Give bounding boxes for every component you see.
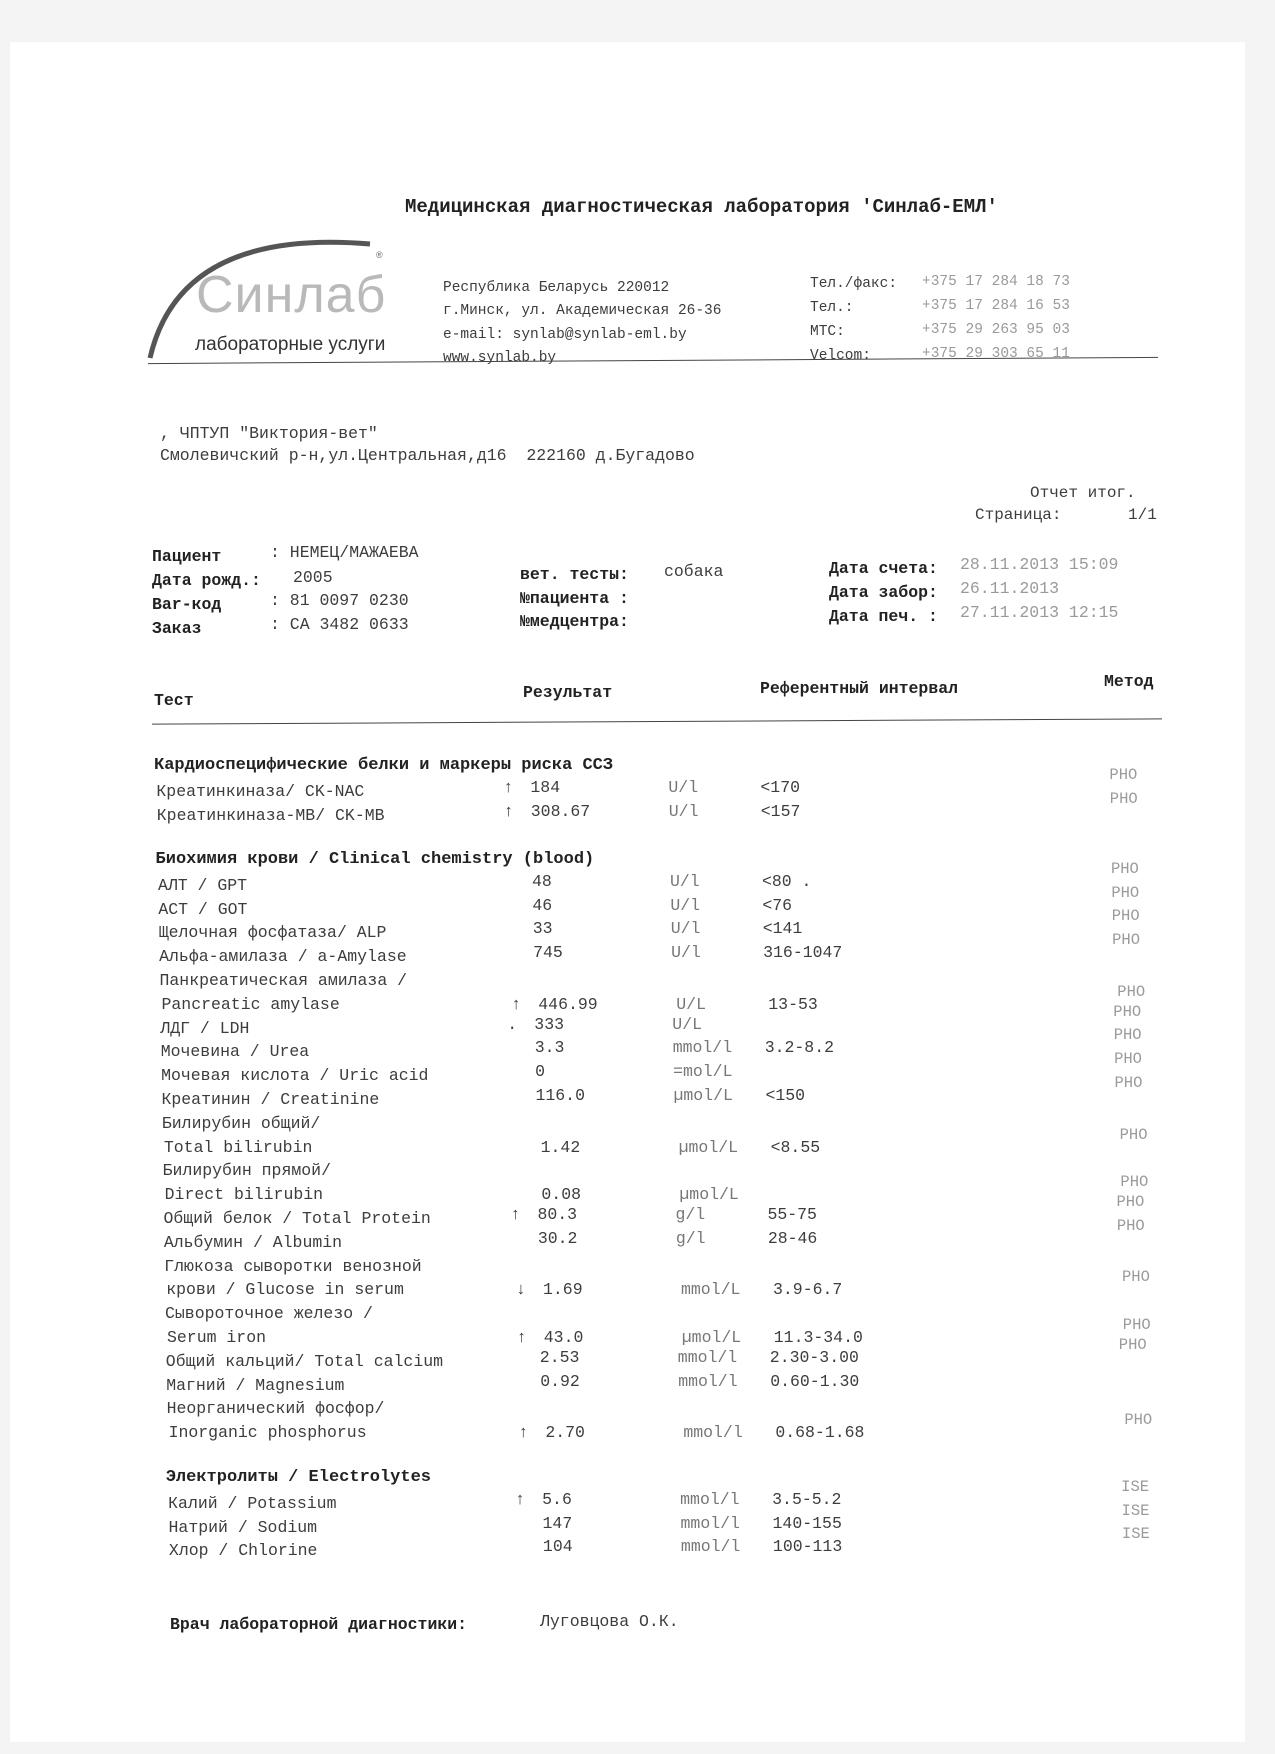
test-reference: <157	[760, 801, 801, 821]
test-method: PHO	[1109, 765, 1138, 784]
test-name: Direct bilirubin	[164, 1185, 324, 1205]
test-unit: g/l	[675, 1205, 706, 1224]
vet-tests-value: собака	[664, 562, 724, 581]
test-result: 2.53	[539, 1347, 580, 1367]
test-unit: mmol/l	[680, 1513, 740, 1533]
test-name: АСТ / GOT	[158, 899, 248, 919]
test-name: Альбумин / Albumin	[163, 1232, 343, 1252]
test-name: Мочевая кислота / Uric acid	[161, 1066, 429, 1086]
contact-values	[922, 246, 1070, 390]
test-flag: ↑	[510, 1205, 521, 1224]
test-result: 104	[542, 1537, 573, 1557]
test-method: PHO	[1110, 859, 1139, 878]
test-method: PHO	[1113, 1002, 1142, 1021]
print-date-value: 27.11.2013 12:15	[960, 603, 1119, 622]
logo-subtitle: лабораторные услуги	[195, 334, 386, 355]
test-name: Общий кальций/ Total calcium	[165, 1351, 444, 1371]
report-type: Отчет итог.	[1030, 484, 1136, 502]
test-result: 333	[534, 1014, 565, 1034]
dob-label: Дата рожд.:	[152, 571, 261, 590]
test-name: Альфа-амилаза / a-Amylase	[159, 947, 407, 967]
patient-number-label: №пациента :	[520, 589, 629, 608]
sample-date-label: Дата забор:	[829, 583, 938, 602]
vet-tests-label: вет. тесты:	[520, 565, 629, 584]
test-flag: ↑	[511, 994, 522, 1014]
test-flag: ↑	[503, 777, 514, 797]
column-method: Метод	[1104, 672, 1154, 691]
test-reference: <170	[760, 777, 800, 797]
test-reference: <80 .	[761, 871, 812, 891]
order-label: Заказ	[152, 619, 202, 638]
test-unit: mmol/l	[680, 1489, 740, 1509]
lab-title: Медицинская диагностическая лаборатория 'Синлаб-ЕМЛ'	[405, 196, 998, 218]
lab-address	[443, 253, 721, 394]
contact-label: МТС:	[810, 324, 845, 340]
section-title: Электролиты / Electrolytes	[165, 1468, 431, 1487]
test-reference: 0.68-1.68	[775, 1423, 865, 1443]
test-name: Total bilirubin	[163, 1137, 313, 1157]
contact-value: +375 17 284 16 53	[922, 298, 1070, 314]
test-name: ЛДГ / LDH	[160, 1018, 250, 1038]
print-date-label: Дата печ. :	[829, 607, 938, 626]
address-line: Республика Беларусь 220012	[443, 279, 670, 296]
test-result: 745	[533, 943, 563, 963]
address-line: www.synlab.by	[443, 350, 557, 366]
test-name: Магний / Magnesium	[166, 1375, 345, 1395]
test-unit: U/l	[668, 801, 699, 821]
test-method: PHO	[1122, 1316, 1151, 1334]
test-result: 0.08	[541, 1185, 582, 1205]
contact-labels	[810, 248, 897, 392]
test-method: PHO	[1117, 982, 1146, 1001]
test-reference: 100-113	[772, 1537, 843, 1557]
test-reference: 55-75	[767, 1205, 817, 1224]
test-method: PHO	[1124, 1411, 1153, 1430]
contact-value: +375 17 284 18 73	[922, 274, 1070, 290]
test-name: крови / Glucose in serum	[166, 1280, 404, 1300]
test-result: 1.42	[540, 1137, 581, 1157]
test-reference: 28-46	[767, 1228, 818, 1248]
test-reference: 316-1047	[763, 943, 843, 963]
test-reference: 140-155	[772, 1513, 842, 1533]
test-name: Хлор / Chlorine	[168, 1541, 318, 1561]
test-result: 30.2	[537, 1228, 578, 1248]
test-result: 308.67	[530, 801, 591, 821]
test-reference: 11.3-34.0	[773, 1328, 863, 1347]
test-reference: 2.30-3.00	[769, 1347, 859, 1367]
test-reference: <8.55	[770, 1137, 821, 1157]
test-result: 46	[532, 895, 553, 915]
test-result: 0.92	[540, 1371, 580, 1391]
patient-label: Пациент	[152, 547, 222, 566]
test-reference: 13-53	[768, 994, 818, 1014]
test-unit: =mol/L	[673, 1062, 733, 1082]
test-method: PHO	[1120, 1173, 1149, 1192]
test-method: ISE	[1121, 1477, 1150, 1496]
contact-value: +375 29 303 65 11	[922, 346, 1070, 362]
invoice-date-value: 28.11.2013 15:09	[960, 555, 1119, 574]
test-name: Неорганический фосфор/	[166, 1399, 385, 1419]
test-unit: U/L	[676, 994, 706, 1014]
test-method: PHO	[1112, 931, 1141, 950]
test-flag: .	[507, 1014, 518, 1034]
test-reference: 3.9-6.7	[772, 1280, 843, 1300]
test-unit: U/l	[670, 919, 701, 939]
test-method: PHO	[1118, 1335, 1147, 1354]
dob-value: 2005	[293, 568, 333, 587]
test-unit: U/l	[669, 871, 700, 891]
test-reference: <76	[762, 895, 793, 915]
test-unit: mmol/l	[677, 1347, 738, 1367]
test-result: 5.6	[542, 1489, 572, 1509]
test-flag: ↓	[515, 1280, 526, 1300]
test-name: Креатинкиназа/ CK-NAC	[156, 781, 365, 801]
test-method: PHO	[1116, 1216, 1145, 1235]
test-method: PHO	[1116, 1193, 1145, 1211]
doctor-label: Врач лабораторной диагностики:	[170, 1615, 468, 1634]
address-line: г.Минск, ул. Академическая 26-36	[443, 303, 722, 319]
contact-label: Velcom:	[810, 348, 871, 364]
column-result: Результат	[523, 683, 613, 702]
test-name: Глюкоза сыворотки венозной	[164, 1256, 422, 1276]
test-name: Калий / Potassium	[168, 1493, 337, 1513]
test-reference: <150	[765, 1086, 806, 1105]
test-result: 48	[531, 871, 552, 891]
client-name: , ЧПТУП "Виктория-вет"	[160, 424, 378, 443]
test-name: Общий белок / Total Protein	[163, 1209, 431, 1228]
test-name: АЛТ / GPT	[157, 875, 248, 895]
test-reference: 0.60-1.30	[770, 1371, 860, 1391]
test-method: PHO	[1111, 907, 1140, 926]
sample-date-value: 26.11.2013	[960, 579, 1060, 598]
test-result: 184	[530, 777, 561, 797]
test-result: 116.0	[535, 1086, 585, 1105]
contact-value: +375 29 263 95 03	[922, 322, 1070, 338]
test-name: Сывороточное железо /	[165, 1304, 373, 1324]
test-result: 2.70	[545, 1423, 585, 1443]
test-result: 147	[542, 1513, 573, 1533]
test-name: Билирубин общий/	[161, 1113, 321, 1133]
test-method: ISE	[1121, 1525, 1150, 1544]
test-unit: U/l	[671, 943, 701, 963]
contact-label: Тел./факс:	[810, 276, 898, 292]
test-unit: mmol/l	[680, 1537, 741, 1557]
test-unit: µmol/L	[679, 1185, 739, 1205]
client-address: Смолевичский р-н,ул.Центральная,д16 222160 д.Бугадово	[160, 446, 695, 465]
test-name: Щелочная фосфатаза/ ALP	[158, 923, 387, 943]
contact-label: Тел.:	[810, 300, 854, 316]
test-name: Serum iron	[167, 1328, 267, 1347]
test-name: Креатинкиназа-MB/ CK-MB	[156, 805, 385, 825]
test-result: 446.99	[538, 994, 598, 1014]
section-title: Биохимия крови / Clinical chemistry (blood)	[155, 850, 595, 869]
column-test: Тест	[154, 691, 194, 710]
test-result: 0	[535, 1062, 545, 1082]
page-number: 1/1	[1128, 506, 1157, 524]
logo-wordmark: Синлаб	[196, 266, 387, 324]
test-unit: µmol/L	[673, 1086, 733, 1105]
section-title: Кардиоспецифические белки и маркеры риска ССЗ	[154, 756, 614, 775]
barcode-value: : 81 0097 0230	[270, 591, 409, 610]
test-reference: <141	[762, 919, 803, 939]
test-method: PHO	[1121, 1268, 1150, 1287]
test-name: Натрий / Sodium	[168, 1517, 318, 1537]
test-unit: g/l	[675, 1228, 706, 1248]
test-flag: ↑	[518, 1423, 529, 1443]
order-value: : CA 3482 0633	[270, 615, 409, 634]
test-result: 80.3	[537, 1205, 578, 1224]
invoice-date-label: Дата счета:	[829, 559, 938, 578]
test-unit: U/L	[672, 1014, 703, 1034]
test-name: Билирубин прямой/	[162, 1161, 331, 1181]
test-flag: ↑	[503, 801, 514, 821]
doctor-name: Луговцова О.К.	[540, 1612, 679, 1631]
test-method: PHO	[1109, 789, 1138, 808]
column-reference: Референтный интервал	[760, 679, 959, 698]
test-result: 3.3	[534, 1038, 565, 1058]
test-reference: 3.5-5.2	[772, 1489, 842, 1509]
test-flag: ↑	[516, 1328, 527, 1347]
test-method: PHO	[1113, 1026, 1142, 1045]
address-line: e-mail: synlab@synlab-eml.by	[443, 326, 687, 343]
test-method: ISE	[1121, 1501, 1150, 1520]
test-flag: ↑	[515, 1489, 526, 1509]
test-unit: U/l	[670, 895, 701, 915]
test-result: 33	[532, 919, 553, 939]
test-method: PHO	[1114, 1074, 1143, 1092]
test-result: 43.0	[543, 1328, 584, 1347]
medcenter-number-label: №медцентра:	[520, 612, 629, 631]
test-name: Мочевина / Urea	[160, 1042, 310, 1062]
test-unit: mmol/l	[683, 1423, 743, 1443]
test-unit: µmol/L	[681, 1328, 742, 1347]
barcode-label: Bar-код	[152, 595, 222, 614]
test-reference: 3.2-8.2	[764, 1038, 834, 1058]
test-name: Креатинин / Creatinine	[161, 1090, 380, 1109]
test-unit: mmol/L	[680, 1280, 741, 1300]
test-name: Pancreatic amylase	[161, 994, 340, 1014]
test-method: PHO	[1111, 883, 1140, 902]
patient-name: : НЕМЕЦ/МАЖАЕВА	[270, 543, 419, 562]
test-method: PHO	[1119, 1125, 1148, 1144]
page-label: Страница:	[975, 506, 1062, 524]
svg-text:®: ®	[376, 250, 383, 260]
test-result: 1.69	[542, 1280, 583, 1300]
test-name: Inorganic phosphorus	[168, 1423, 367, 1443]
test-name: Панкреатическая амилаза /	[159, 971, 408, 990]
test-unit: U/l	[668, 777, 699, 797]
test-unit: mmol/l	[678, 1371, 738, 1391]
test-unit: mmol/l	[672, 1038, 733, 1058]
test-method: PHO	[1114, 1050, 1142, 1069]
test-unit: µmol/L	[678, 1137, 739, 1157]
